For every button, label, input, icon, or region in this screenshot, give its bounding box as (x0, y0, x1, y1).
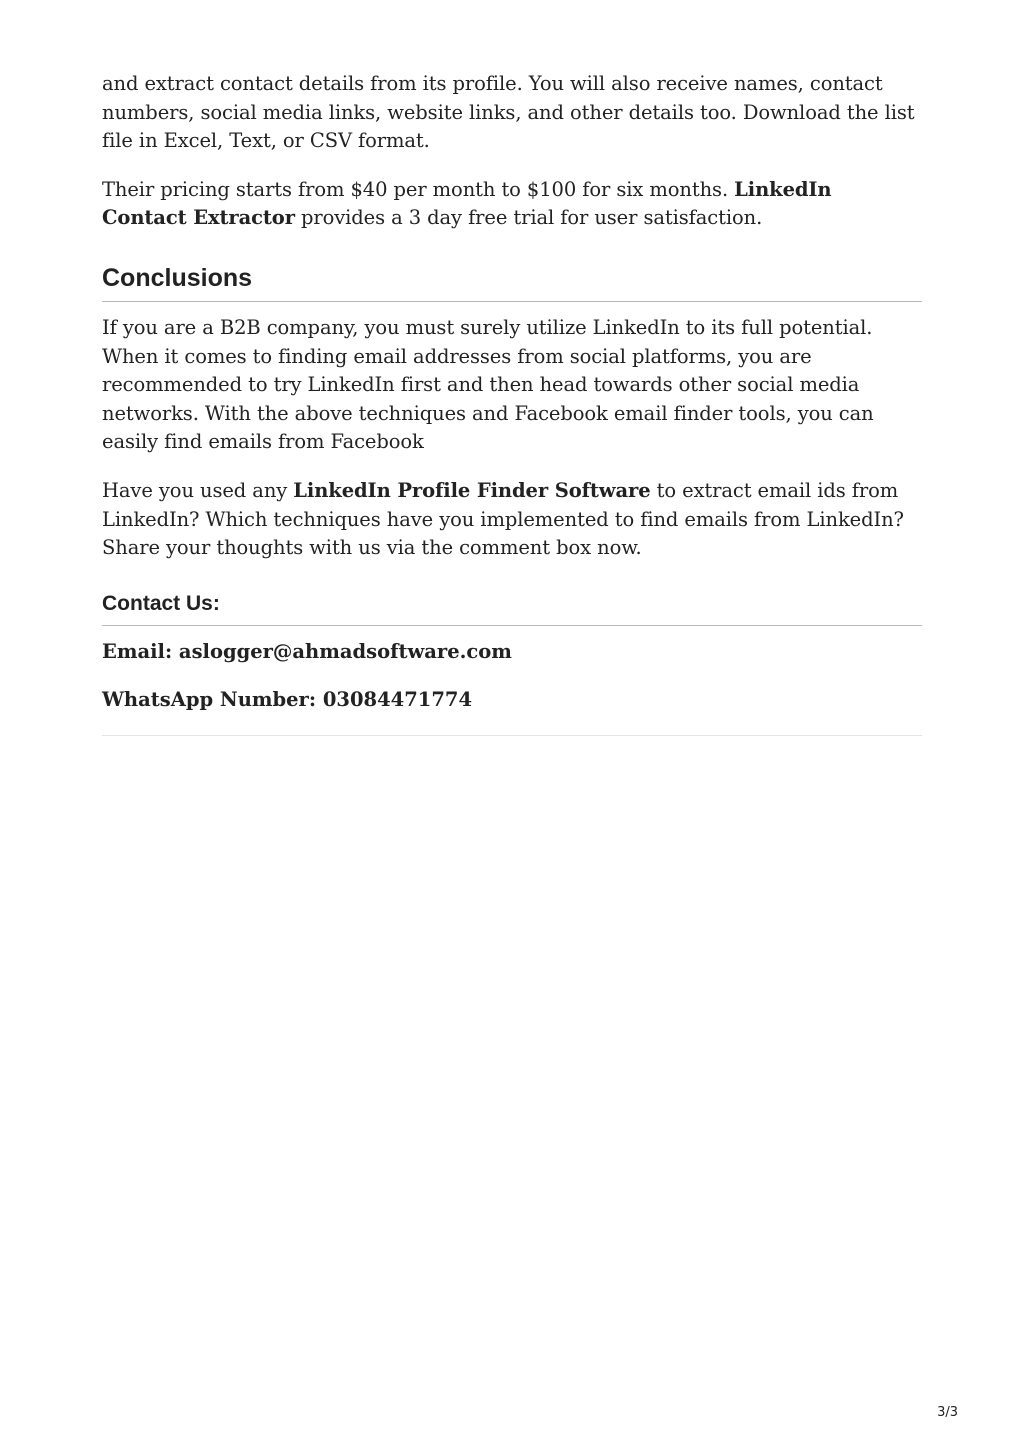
conclusions-heading: Conclusions (102, 263, 922, 302)
contact-whatsapp: WhatsApp Number: 03084471774 (102, 688, 473, 712)
conclusions-paragraph-2 (102, 477, 922, 563)
document-page (102, 70, 922, 736)
linkedin-contact-extractor-link: LinkedIn Contact Extractor (102, 177, 832, 230)
contact-email: Email: aslogger@ahmadsoftware.com (102, 639, 512, 663)
contact-heading: Contact Us: (102, 591, 922, 626)
pricing-text-end: provides a 3 day free trial for user satisfaction. (294, 206, 763, 230)
pricing-paragraph (102, 176, 922, 233)
linkedin-profile-finder-link: LinkedIn Profile Finder Software (293, 478, 651, 502)
conclusions-text-end: to extract email ids from LinkedIn? Which techniques have you implemented to find emails from LinkedIn? Share your thoughts with us via the comment box now. (102, 478, 904, 560)
conclusions-paragraph-1: If you are a B2B company, you must surely utilize LinkedIn to its full potential. When it comes to finding email addresses from social platforms, you are recommended to try LinkedIn first and then head towards other social media networks. With the above techniques and Facebook email finder tools, you can easily find emails from Facebook (102, 315, 874, 454)
end-divider (102, 735, 922, 736)
intro-paragraph-1: and extract contact details from its profile. You will also receive names, contact numbers, social media links, website links, and other details too. Download the list file in Excel, Text, or CSV format. (102, 72, 915, 153)
pricing-text: Their pricing starts from $40 per month to $100 for six months. (102, 177, 735, 201)
page-number: 3/3 (937, 1405, 958, 1420)
conclusions-text: Have you used any (102, 478, 294, 502)
